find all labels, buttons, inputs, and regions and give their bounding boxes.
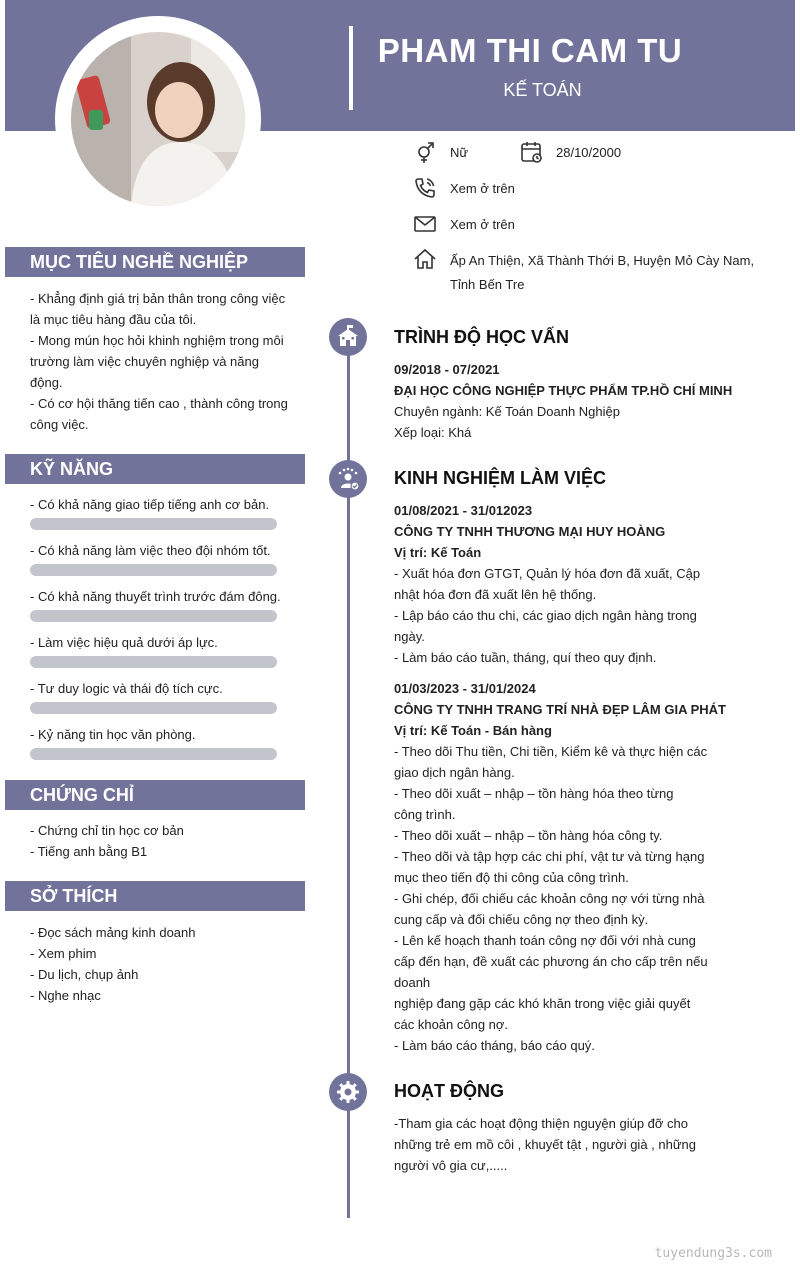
job-duty-line: - Lập báo cáo thu chi, các giao dịch ngân hàng trong (394, 608, 697, 623)
objective-line: công việc. (30, 417, 89, 432)
skill-label: - Kỷ năng tin học văn phòng. (30, 727, 196, 742)
objective-text (30, 288, 288, 435)
certificates-heading-bar (5, 780, 305, 810)
job-duty-line: mục theo tiến độ thi công của công trình. (394, 870, 629, 885)
dob-text: 28/10/2000 (556, 145, 622, 160)
name-divider (349, 26, 353, 110)
job-duty-line: doanh (394, 975, 431, 990)
education-major: Chuyên ngành: Kế Toán Doanh Nghiệp (394, 404, 620, 419)
job-duty-line: các khoản công nợ. (394, 1017, 509, 1032)
objective-heading-bar (5, 247, 305, 277)
hobby-item: - Xem phim (30, 946, 97, 961)
certificate-item: - Chứng chỉ tin học cơ bản (30, 823, 184, 838)
skill-label: - Làm việc hiệu quả dưới áp lực. (30, 635, 218, 650)
address-line-1: Ấp An Thiện, Xã Thành Thới B, Huyện Mỏ Cày Nam, (450, 253, 755, 268)
education-period: 09/2018 - 07/2021 (394, 362, 500, 377)
objective-line: trường làm việc chuyên nghiệp và năng (30, 354, 259, 369)
education-heading: TRÌNH ĐỘ HỌC VẤN (394, 327, 569, 347)
activity-line: những trẻ em mồ côi , khuyết tật , người già , những (394, 1137, 697, 1152)
job-duty-line: - Theo dõi và tập hợp các chi phí, vật tư và từng hạng (394, 849, 705, 864)
certificate-item: - Tiếng anh bằng B1 (30, 844, 148, 859)
job-duty-line: - Xuất hóa đơn GTGT, Quản lý hóa đơn đã xuất, Cập (394, 566, 701, 581)
job-position: Vị trí: Kế Toán - Bán hàng (394, 723, 552, 738)
candidate-name: PHAM THI CAM TU (377, 32, 683, 69)
job-title: KẾ TOÁN (503, 80, 582, 100)
skill-bar (30, 564, 277, 576)
job-2 (394, 678, 726, 1056)
job-duty-line: - Làm báo cáo tháng, báo cáo quý. (394, 1038, 595, 1053)
email-icon (413, 212, 437, 241)
job-duty-line: nhật hóa đơn đã xuất lên hệ thống. (394, 587, 597, 602)
hobbies-heading: SỞ THÍCH (30, 886, 118, 906)
hobby-item: - Nghe nhạc (30, 988, 101, 1003)
skill-bar (30, 518, 277, 530)
job-duty-line: ngày. (394, 629, 425, 644)
address-line-2: Tỉnh Bến Tre (450, 277, 525, 292)
job-period: 01/08/2021 - 31/012023 (394, 503, 533, 518)
gear-icon (329, 1073, 367, 1111)
job-duty-line: công trình. (394, 807, 456, 822)
objective-line: - Có cơ hội thăng tiến cao , thành công trong (30, 396, 288, 411)
objective-line: - Khẳng định giá trị bản thân trong công việc (30, 291, 286, 306)
hobbies-list (30, 922, 195, 1006)
job-duty-line: - Làm báo cáo tuần, tháng, quí theo quy định. (394, 650, 657, 665)
activity-line: -Tham gia các hoạt động thiện nguyện giúp đỡ cho (394, 1116, 688, 1131)
skill-bar (30, 656, 277, 668)
education-block (394, 359, 732, 443)
skills-heading-bar (5, 454, 305, 484)
skill-label: - Có khả năng làm việc theo đội nhóm tốt. (30, 543, 271, 558)
job-duty-line: - Lên kế hoạch thanh toán công nợ đối với nhà cung (394, 933, 696, 948)
education-school: ĐẠI HỌC CÔNG NGHIỆP THỰC PHẨM TP.HỒ CHÍ MINH (394, 383, 733, 398)
objective-heading: MỤC TIÊU NGHỀ NGHIỆP (30, 252, 249, 272)
activities-heading: HOẠT ĐỘNG (394, 1081, 504, 1101)
job-position: Vị trí: Kế Toán (394, 545, 482, 560)
certificates-heading: CHỨNG CHỈ (30, 785, 134, 805)
job-duty-line: cấp đến hạn, đề xuất các phương án cho cấp trên nếu (394, 954, 708, 969)
skill-label: - Có khả năng giao tiếp tiếng anh cơ bản. (30, 497, 270, 512)
job-company: CÔNG TY TNHH TRANG TRÍ NHÀ ĐẸP LÂM GIA PHÁT (394, 702, 726, 717)
job-duty-line: giao dịch ngân hàng. (394, 765, 515, 780)
calendar-icon (520, 140, 544, 169)
education-grade: Xếp loại: Khá (394, 425, 472, 440)
job-duty-line: nghiệp đang gặp các khó khăn trong việc giải quyết (394, 996, 691, 1011)
school-icon (329, 318, 367, 356)
avatar (71, 32, 245, 206)
job-duty-line: - Theo dõi Thu tiền, Chi tiền, Kiểm kê và thực hiện các (394, 744, 708, 759)
skill-label: - Tư duy logic và thái độ tích cực. (30, 681, 223, 696)
skill-bar (30, 610, 277, 622)
skill-bar (30, 748, 277, 760)
objective-line: là mục tiêu hàng đầu của tôi. (30, 312, 197, 327)
hobbies-heading-bar (5, 881, 305, 911)
watermark: tuyendung3s.com (654, 1246, 772, 1261)
job-duty-line: - Ghi chép, đối chiếu các khoản công nợ với từng nhà (394, 891, 705, 906)
gender-icon (413, 141, 437, 170)
certificates-list (30, 820, 184, 862)
email-text: Xem ở trên (450, 217, 515, 232)
job-company: CÔNG TY TNHH THƯƠNG MẠI HUY HOÀNG (394, 524, 666, 539)
activity-line: người vô gia cư,..... (394, 1158, 508, 1173)
job-duty-line: - Theo dõi xuất – nhập – tồn hàng hóa theo từng (394, 786, 674, 801)
skill-label: - Có khả năng thuyết trình trước đám đông. (30, 589, 281, 604)
job-duty-line: cung cấp và đối chiếu công nợ theo định kỳ. (394, 912, 649, 927)
gender-text: Nữ (450, 145, 469, 160)
hobby-item: - Du lịch, chụp ảnh (30, 967, 139, 982)
experience-heading: KINH NGHIỆM LÀM VIỆC (394, 468, 607, 488)
objective-line: - Mong mún học hỏi khinh nghiệm trong môi (30, 333, 284, 348)
team-icon (329, 460, 367, 498)
skills-heading: KỸ NĂNG (30, 459, 114, 479)
hobby-item: - Đọc sách mảng kinh doanh (30, 925, 196, 940)
objective-line: động. (30, 375, 63, 390)
job-1 (394, 500, 700, 668)
home-icon (413, 247, 437, 276)
activities-text (394, 1113, 696, 1176)
phone-icon (413, 176, 437, 205)
phone-text: Xem ở trên (450, 181, 515, 196)
job-duty-line: - Theo dõi xuất – nhập – tồn hàng hóa công ty. (394, 828, 663, 843)
job-period: 01/03/2023 - 31/01/2024 (394, 681, 536, 696)
skill-bar (30, 702, 277, 714)
